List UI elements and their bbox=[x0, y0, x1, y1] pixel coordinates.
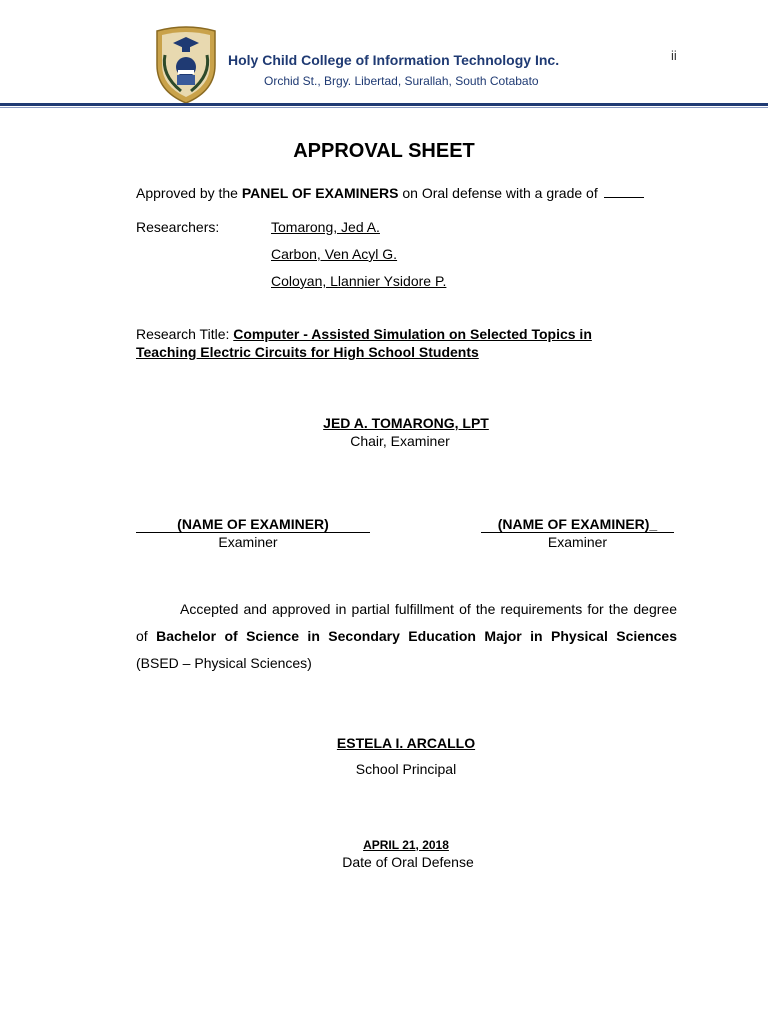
researcher-name: Coloyan, Llannier Ysidore P. bbox=[271, 273, 447, 289]
principal-role: School Principal bbox=[355, 761, 457, 777]
acceptance-text: Accepted and approved in partial fulfillment of the requirements for the degree of bbox=[136, 601, 677, 644]
approval-statement bbox=[136, 185, 644, 201]
researchers-label: Researchers: bbox=[136, 219, 220, 235]
researcher-name: Tomarong, Jed A. bbox=[271, 219, 380, 235]
research-title-line1 bbox=[136, 326, 592, 342]
defense-date: APRIL 21, 2018 bbox=[363, 838, 449, 852]
school-name: Holy Child College of Information Technology Inc. bbox=[228, 52, 560, 68]
chair-name: JED A. TOMARONG, LPT bbox=[323, 415, 489, 431]
school-address: Orchid St., Brgy. Libertad, Surallah, South Cotabato bbox=[264, 74, 539, 88]
school-seal-logo bbox=[151, 25, 221, 105]
degree-name: Bachelor of Science in Secondary Education Major in Physical Sciences bbox=[156, 628, 677, 644]
research-title-label: Research Title: bbox=[136, 326, 234, 342]
grade-blank bbox=[604, 185, 644, 198]
degree-abbreviation: (BSED – Physical Sciences) bbox=[136, 655, 312, 671]
page-number: ii bbox=[671, 48, 677, 63]
examiner-signature-left bbox=[136, 516, 370, 550]
page-title: APPROVAL SHEET bbox=[293, 140, 475, 162]
examiner-name: (NAME OF EXAMINER) bbox=[136, 516, 370, 533]
approval-prefix: Approved by the bbox=[136, 185, 242, 201]
header-rule bbox=[0, 103, 768, 106]
researcher-name: Carbon, Ven Acyl G. bbox=[271, 246, 398, 262]
chair-role: Chair, Examiner bbox=[350, 433, 450, 449]
principal-name: ESTELA I. ARCALLO bbox=[336, 735, 476, 751]
acceptance-paragraph bbox=[136, 596, 677, 677]
examiner-role: Examiner bbox=[218, 534, 278, 550]
research-title-text: Computer - Assisted Simulation on Selected Topics in bbox=[233, 326, 592, 342]
approval-suffix: on Oral defense with a grade of bbox=[398, 185, 602, 201]
examiner-name: (NAME OF EXAMINER)_ bbox=[481, 516, 674, 533]
examiner-signature-right bbox=[481, 516, 674, 550]
header-rule-thin bbox=[0, 107, 768, 108]
research-title-line2: Teaching Electric Circuits for High School Students bbox=[136, 344, 479, 360]
examiner-role: Examiner bbox=[547, 534, 608, 550]
defense-date-label: Date of Oral Defense bbox=[342, 854, 474, 870]
panel-label: PANEL OF EXAMINERS bbox=[241, 185, 399, 201]
